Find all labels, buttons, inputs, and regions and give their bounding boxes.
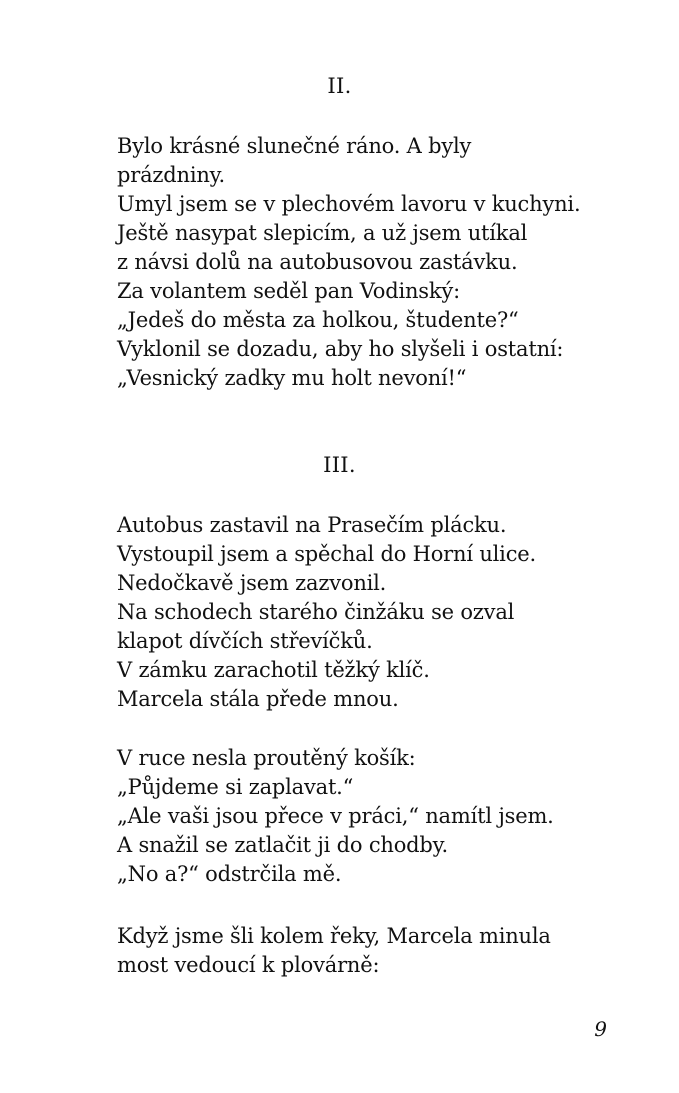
text-line: V zámku zarachotil těžký klíč. [117, 658, 430, 682]
stanza-chapter-iii-3 [117, 922, 551, 980]
text-line: klapot dívčích střevíčků. [117, 629, 373, 653]
text-line: Nedočkavě jsem zazvonil. [117, 571, 387, 595]
chapter-heading-ii: II. [327, 74, 352, 98]
text-line: Umyl jsem se v plechovém lavoru v kuchyni. [117, 192, 581, 216]
chapter-heading-iii: III. [323, 453, 356, 477]
stanza-chapter-ii [117, 132, 580, 393]
text-line: Na schodech starého činžáku se ozval [117, 600, 515, 624]
page-number: 9 [594, 1017, 607, 1041]
text-line: V ruce nesla proutěný košík: [117, 746, 416, 770]
text-line: Vystoupil jsem a spěchal do Horní ulice. [117, 542, 536, 566]
text-line: A snažil se zatlačit ji do chodby. [117, 833, 448, 857]
text-line: Za volantem seděl pan Vodinský: [117, 279, 460, 303]
text-line: prázdniny. [117, 163, 226, 187]
text-line: „No a?“ odstrčila mě. [117, 862, 342, 886]
text-line: „Ale vaši jsou přece v práci,“ namítl jsem. [117, 804, 554, 828]
text-line: Ještě nasypat slepicím, a už jsem utíkal [117, 221, 528, 245]
text-line: Když jsme šli kolem řeky, Marcela minula [117, 924, 551, 948]
text-line: „Jedeš do města za holkou, študente?“ [117, 308, 519, 332]
text-line: „Vesnický zadky mu holt nevoní!“ [117, 366, 467, 390]
text-line: most vedoucí k plovárně: [117, 953, 380, 977]
text-line: Marcela stála přede mnou. [117, 687, 399, 711]
text-line: Autobus zastavil na Prasečím plácku. [117, 513, 507, 537]
stanza-chapter-iii-1 [117, 511, 536, 714]
text-line: „Půjdeme si zaplavat.“ [117, 775, 354, 799]
text-line: Bylo krásné slunečné ráno. A byly [117, 134, 472, 158]
text-line: z návsi dolů na autobusovou zastávku. [117, 250, 518, 274]
text-line: Vyklonil se dozadu, aby ho slyšeli i ostatní: [117, 337, 564, 361]
stanza-chapter-iii-2 [117, 744, 554, 889]
